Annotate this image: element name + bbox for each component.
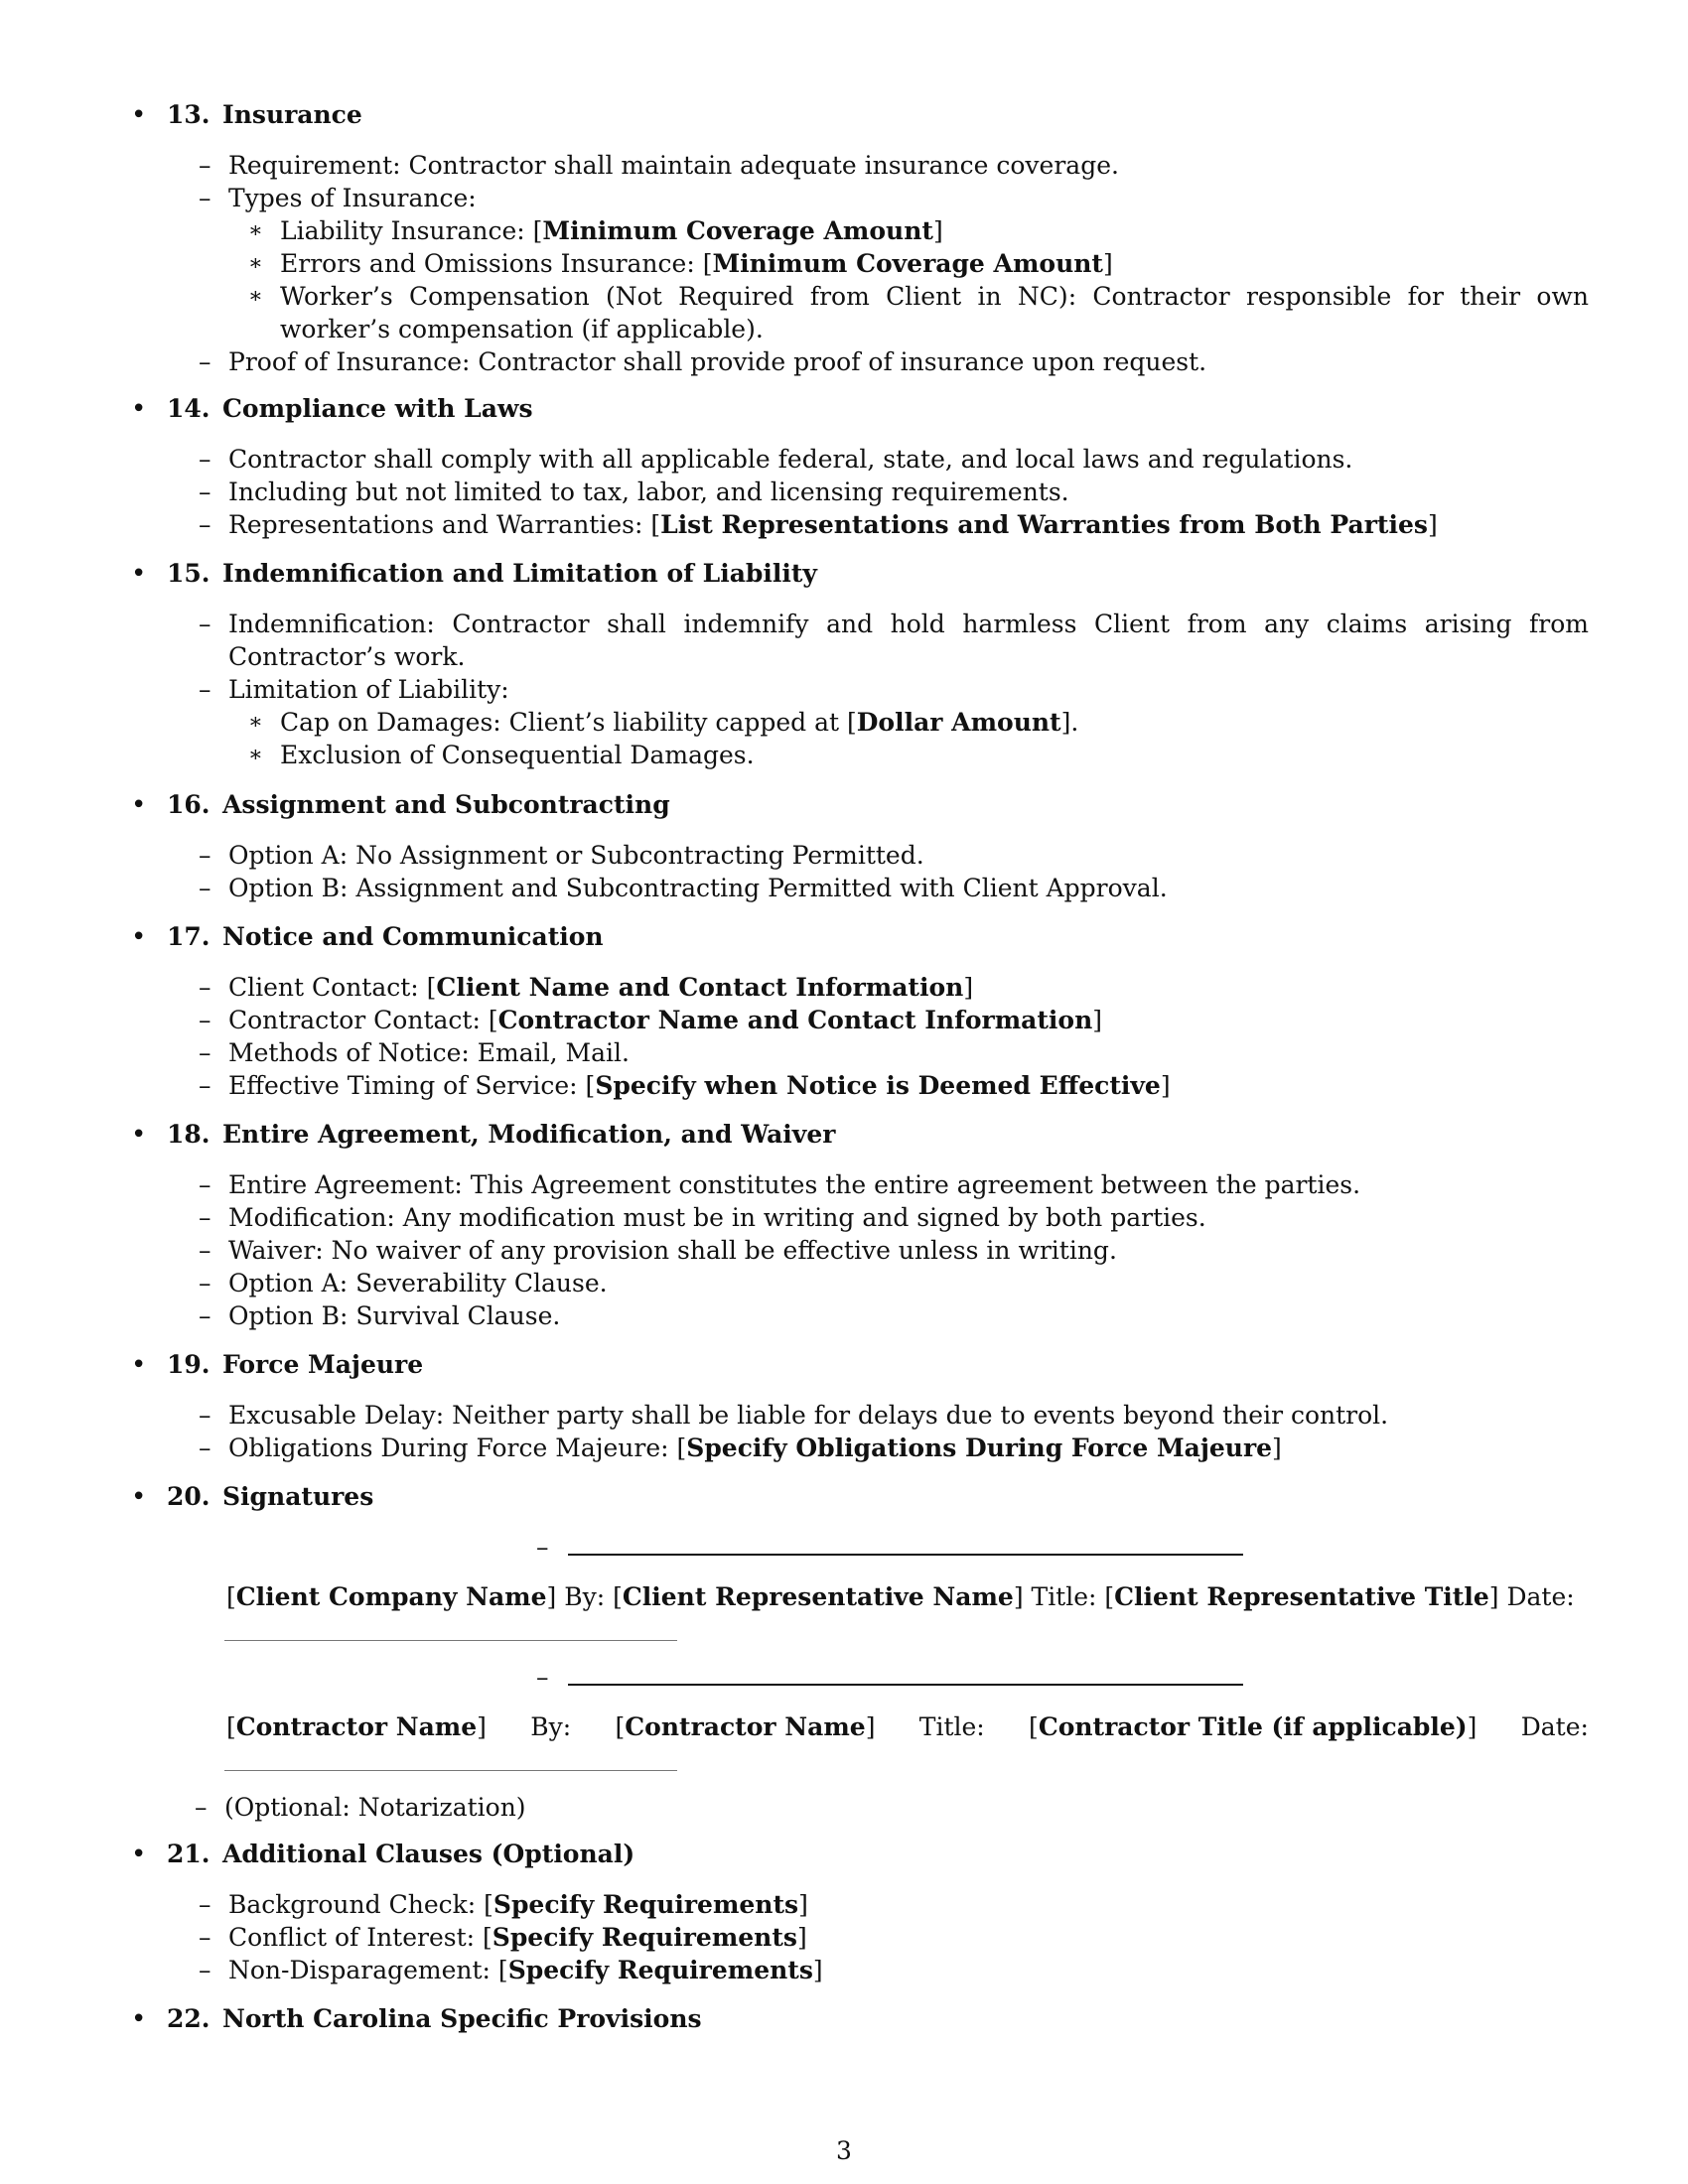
- asterisk-icon: ∗: [248, 284, 263, 309]
- document-page: • 13. Insurance – Requirement: Contractor shall maintain adequate insurance coverage. – Types of Insurance: ∗ Liability Insurance: [Minimum Coverage Amount] ∗ Errors and Omissions Insurance: [Minimum Coverage Amount] ∗ Worker’s Compensation (Not Required from Client in NC): Contractor responsible for their own worker’s compensation (if applicable). – Proof of Insurance: Contractor shall provide proof of insurance upon request. • 14. Compliance with Laws – Contractor shall comply with all applicable federal, state, and local laws and regulations. – Including but not limited to tax, labor, and licensing requirements. – Representations and Warranties: [List Representations and Warranties from Both Parties] • 15. Indemnification and Limitation of Liability – Indemnification: Contractor shall indemnify and hold harmless Client from any claims arising from Contractor’s work. – Limitation of Liability: ∗ Cap on Damages: Client’s liability capped at [Dollar Amount]. ∗ Exclusion of Consequential Damages. • 16. Assignment and Subcontracting – Option A: No Assignment or Subcontracting Permitted. – Option B: Assignment and Subcontracting Permitted with Client Approval. • 17. Notice and Communication – Client Contact: [Client Name and Contact Information] – Contractor Contact: [Contractor Name and Contact Information] – Methods of Notice: Email, Mail. – Effective Timing of Service: [Specify when Notice is Deemed Effective] • 18. Entire Agreement, Modification, and Waiver – Entire Agreement: This Agreement constitutes the entire agreement between the parties. – Modification: Any modification must be in writing and signed by both parties. – Waiver: No waiver of any provision shall be effective unless in writing. – Option A: Severability Clause. – Option B: Survival Clause. • 19. Force Majeure – Excusable Delay: Neither party shall be liable for delays due to events beyond their control. – Obligations During Force Majeure: [Specify Obligations During Force Majeure] • 20. Signatures – [Client Company Name] By: [Client Representative Name] Title: [Client Representative Title] Date: – [Contractor Name] By: [Contractor Name] Title: [Contractor Title (if applicable)] Date: – (Optional: Notarization) • 21. Additional Clauses (Optional) – Background Check: [Specify Requirements] – Conflict of Interest: [Specify Requirements] – Non-Disparagement: [Specify Requirements] • 22. North Carolina Specific Provisions 3: [0, 0, 1688, 2184]
- section-title: Insurance: [222, 100, 362, 129]
- section-number: 20.: [167, 1482, 211, 1511]
- asterisk-icon: ∗: [248, 251, 263, 276]
- section-number: 15.: [167, 559, 211, 588]
- section-number: 17.: [167, 922, 211, 951]
- contractor-date-line: [224, 1770, 677, 1771]
- section-number: 19.: [167, 1350, 211, 1379]
- bullet-icon: •: [131, 1350, 147, 1380]
- section-title: North Carolina Specific Provisions: [222, 2004, 702, 2033]
- bullet-icon: •: [131, 394, 147, 424]
- bullet-icon: •: [131, 1840, 147, 1869]
- section-title: Entire Agreement, Modification, and Waiver: [222, 1120, 836, 1149]
- bullet-icon: •: [131, 100, 147, 130]
- signature-dash: –: [536, 1663, 549, 1692]
- bullet-icon: •: [131, 1120, 147, 1150]
- signature-dash: –: [536, 1533, 549, 1562]
- section-title: Notice and Communication: [222, 922, 604, 951]
- section-number: 16.: [167, 790, 211, 819]
- bullet-icon: •: [131, 1482, 147, 1512]
- section-title: Indemnification and Limitation of Liability: [222, 559, 817, 588]
- client-signature-line: [568, 1554, 1243, 1556]
- asterisk-icon: ∗: [248, 743, 263, 767]
- section-title: Additional Clauses (Optional): [222, 1840, 635, 1868]
- section-number: 22.: [167, 2004, 211, 2033]
- section-number: 21.: [167, 1840, 211, 1868]
- section-number: 18.: [167, 1120, 211, 1149]
- section-title: Compliance with Laws: [222, 394, 533, 423]
- client-signature-block: [Client Company Name] By: [Client Representative Name] Title: [Client Representative Title] Date:: [226, 1582, 1575, 1611]
- page-number: 3: [836, 2136, 852, 2165]
- bullet-icon: •: [131, 559, 147, 589]
- bullet-icon: •: [131, 2004, 147, 2034]
- bullet-icon: •: [131, 922, 147, 952]
- section-title: Force Majeure: [222, 1350, 424, 1379]
- section-number: 13.: [167, 100, 211, 129]
- section-title: Signatures: [222, 1482, 374, 1511]
- section-number: 14.: [167, 394, 211, 423]
- bullet-icon: •: [131, 790, 147, 820]
- contractor-signature-block: [Contractor Name] By: [Contractor Name] Title: [Contractor Title (if applicable)] Date:: [226, 1712, 1589, 1741]
- contractor-signature-line: [568, 1684, 1243, 1686]
- asterisk-icon: ∗: [248, 218, 263, 243]
- client-date-line: [224, 1640, 677, 1641]
- section-title: Assignment and Subcontracting: [222, 790, 670, 819]
- asterisk-icon: ∗: [248, 710, 263, 735]
